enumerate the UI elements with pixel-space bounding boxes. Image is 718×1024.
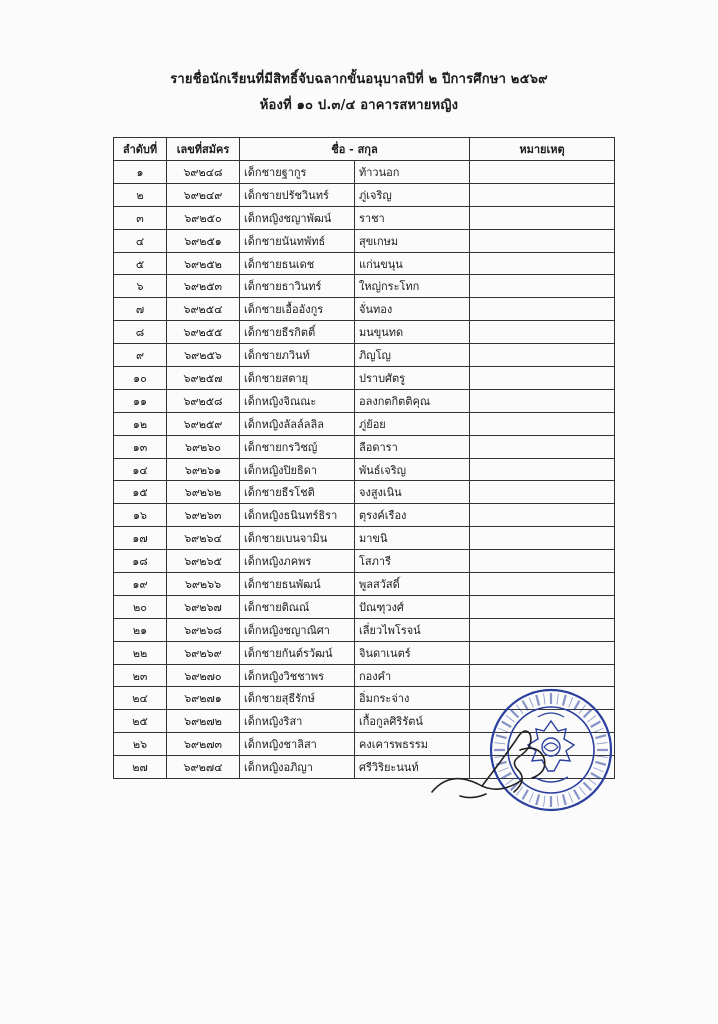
student-first-name: เด็กชายนันทพัทธ์ xyxy=(240,229,355,252)
application-number: ๖๙๒๔๘ xyxy=(167,161,240,184)
application-number: ๖๙๒๖๘ xyxy=(167,618,240,641)
application-number: ๖๙๒๔๙ xyxy=(167,183,240,206)
application-number: ๖๙๒๕๕ xyxy=(167,321,240,344)
remark-cell xyxy=(470,504,615,527)
remark-cell xyxy=(470,183,615,206)
remark-cell xyxy=(470,435,615,458)
application-number: ๖๙๒๖๑ xyxy=(167,458,240,481)
table-body xyxy=(114,161,615,779)
application-number: ๖๙๒๖๗ xyxy=(167,595,240,618)
student-first-name: เด็กชายธนเดช xyxy=(240,252,355,275)
row-number: ๒๔ xyxy=(114,687,167,710)
remark-cell xyxy=(470,252,615,275)
remark-cell xyxy=(470,573,615,596)
row-number: ๑ xyxy=(114,161,167,184)
row-number: ๗ xyxy=(114,298,167,321)
student-first-name: เด็กชายเบนจามิน xyxy=(240,527,355,550)
student-surname: ตุรงค์เรือง xyxy=(355,504,470,527)
table-row xyxy=(114,206,615,229)
student-surname: สุขเกษม xyxy=(355,229,470,252)
student-first-name: เด็กชายสุธีรักษ์ xyxy=(240,687,355,710)
student-surname: มนขุนทด xyxy=(355,321,470,344)
row-number: ๑๘ xyxy=(114,550,167,573)
application-number: ๖๙๒๗๓ xyxy=(167,733,240,756)
student-surname: ใหญ่กระโทก xyxy=(355,275,470,298)
student-surname: พูลสวัสดิ์ xyxy=(355,573,470,596)
table-row xyxy=(114,275,615,298)
remark-cell xyxy=(470,458,615,481)
remark-cell xyxy=(470,389,615,412)
table-row xyxy=(114,664,615,687)
student-surname: โสภารี xyxy=(355,550,470,573)
remark-cell xyxy=(470,618,615,641)
remark-cell xyxy=(470,367,615,390)
column-header-name: ชื่อ - สกุล xyxy=(240,138,470,161)
document-subtitle: ห้องที่ ๑๐ ป.๓/๔ อาคารสหายหญิง xyxy=(259,98,459,113)
table-header-row xyxy=(114,138,615,161)
application-number: ๖๙๒๕๗ xyxy=(167,367,240,390)
remark-cell xyxy=(470,550,615,573)
student-surname: อลงกตกิตติคุณ xyxy=(355,389,470,412)
application-number: ๖๙๒๕๘ xyxy=(167,389,240,412)
remark-cell xyxy=(470,481,615,504)
student-first-name: เด็กชายธีรโชติ xyxy=(240,481,355,504)
remark-cell xyxy=(470,298,615,321)
row-number: ๒๓ xyxy=(114,664,167,687)
student-first-name: เด็กหญิงธนินทร์ธิรา xyxy=(240,504,355,527)
row-number: ๒๖ xyxy=(114,733,167,756)
table-row xyxy=(114,252,615,275)
row-number: ๘ xyxy=(114,321,167,344)
row-number: ๒๒ xyxy=(114,641,167,664)
table-row xyxy=(114,412,615,435)
table-row xyxy=(114,573,615,596)
application-number: ๖๙๒๗๑ xyxy=(167,687,240,710)
row-number: ๑๕ xyxy=(114,481,167,504)
student-first-name: เด็กชายสตายุ xyxy=(240,367,355,390)
table-row xyxy=(114,458,615,481)
row-number: ๒๗ xyxy=(114,756,167,779)
remark-cell xyxy=(470,321,615,344)
student-first-name: เด็กหญิงชาลิสา xyxy=(240,733,355,756)
row-number: ๑๙ xyxy=(114,573,167,596)
handwritten-signature xyxy=(420,700,570,810)
application-number: ๖๙๒๕๖ xyxy=(167,344,240,367)
remark-cell xyxy=(470,161,615,184)
application-number: ๖๙๒๗๒ xyxy=(167,710,240,733)
row-number: ๑๑ xyxy=(114,389,167,412)
student-first-name: เด็กชายธาวินทร์ xyxy=(240,275,355,298)
row-number: ๔ xyxy=(114,229,167,252)
student-surname: ศรีวิริยะนนท์ xyxy=(355,756,470,779)
document-title: รายชื่อนักเรียนที่มีสิทธิ์จับฉลากขั้นอนุบาลปีที่ ๒ ปีการศึกษา ๒๕๖๙ xyxy=(170,72,548,87)
remark-cell xyxy=(470,641,615,664)
application-number: ๖๙๒๕๐ xyxy=(167,206,240,229)
student-surname: จงสูงเนิน xyxy=(355,481,470,504)
row-number: ๒๐ xyxy=(114,595,167,618)
student-surname: เกื้อกูลศิริรัตน์ xyxy=(355,710,470,733)
row-number: ๑๔ xyxy=(114,458,167,481)
table-row xyxy=(114,161,615,184)
student-first-name: เด็กหญิงอภิญา xyxy=(240,756,355,779)
application-number: ๖๙๒๖๕ xyxy=(167,550,240,573)
table-row xyxy=(114,298,615,321)
row-number: ๑๒ xyxy=(114,412,167,435)
student-first-name: เด็กชายกรวิชญ์ xyxy=(240,435,355,458)
table-row xyxy=(114,527,615,550)
student-surname: อิ่มกระจ่าง xyxy=(355,687,470,710)
row-number: ๕ xyxy=(114,252,167,275)
student-first-name: เด็กหญิงจิณณะ xyxy=(240,389,355,412)
application-number: ๖๙๒๕๒ xyxy=(167,252,240,275)
student-first-name: เด็กหญิงชญาพัฒน์ xyxy=(240,206,355,229)
student-surname: ท้าวนอก xyxy=(355,161,470,184)
row-number: ๙ xyxy=(114,344,167,367)
column-header-application-id: เลขที่สมัคร xyxy=(167,138,240,161)
row-number: ๓ xyxy=(114,206,167,229)
remark-cell xyxy=(470,206,615,229)
row-number: ๑๖ xyxy=(114,504,167,527)
table-row xyxy=(114,367,615,390)
student-first-name: เด็กหญิงภคพร xyxy=(240,550,355,573)
student-surname: ภู่เจริญ xyxy=(355,183,470,206)
application-number: ๖๙๒๖๔ xyxy=(167,527,240,550)
row-number: ๒๕ xyxy=(114,710,167,733)
student-first-name: เด็กหญิงลัลล์ลลิล xyxy=(240,412,355,435)
application-number: ๖๙๒๖๐ xyxy=(167,435,240,458)
application-number: ๖๙๒๖๖ xyxy=(167,573,240,596)
student-roster-table xyxy=(113,137,615,779)
student-surname: กองคำ xyxy=(355,664,470,687)
application-number: ๖๙๒๖๒ xyxy=(167,481,240,504)
student-surname: เลี่ยวไพโรจน์ xyxy=(355,618,470,641)
column-header-no: ลำดับที่ xyxy=(114,138,167,161)
row-number: ๑๐ xyxy=(114,367,167,390)
student-first-name: เด็กชายปรัชวินทร์ xyxy=(240,183,355,206)
student-first-name: เด็กหญิงวิชชาพร xyxy=(240,664,355,687)
remark-cell xyxy=(470,664,615,687)
student-first-name: เด็กชายกันต์รวัฒน์ xyxy=(240,641,355,664)
student-first-name: เด็กชายธนพัฒน์ xyxy=(240,573,355,596)
row-number: ๑๗ xyxy=(114,527,167,550)
table-row xyxy=(114,435,615,458)
student-first-name: เด็กหญิงริสา xyxy=(240,710,355,733)
remark-cell xyxy=(470,275,615,298)
row-number: ๒ xyxy=(114,183,167,206)
student-surname: จินดาเนตร์ xyxy=(355,641,470,664)
table-row xyxy=(114,481,615,504)
table-row xyxy=(114,550,615,573)
table-row xyxy=(114,595,615,618)
table-row xyxy=(114,344,615,367)
student-first-name: เด็กชายฐากูร xyxy=(240,161,355,184)
table-row xyxy=(114,504,615,527)
column-header-note: หมายเหตุ xyxy=(470,138,615,161)
student-surname: พันธ์เจริญ xyxy=(355,458,470,481)
table-row xyxy=(114,641,615,664)
application-number: ๖๙๒๕๓ xyxy=(167,275,240,298)
table-row xyxy=(114,321,615,344)
remark-cell xyxy=(470,412,615,435)
student-first-name: เด็กชายเอื้ออังกูร xyxy=(240,298,355,321)
student-surname: ภู่ย้อย xyxy=(355,412,470,435)
application-number: ๖๙๒๕๔ xyxy=(167,298,240,321)
application-number: ๖๙๒๗๔ xyxy=(167,756,240,779)
student-surname: ราชา xyxy=(355,206,470,229)
application-number: ๖๙๒๖๙ xyxy=(167,641,240,664)
remark-cell xyxy=(470,229,615,252)
student-surname: ภิญโญ xyxy=(355,344,470,367)
application-number: ๖๙๒๖๓ xyxy=(167,504,240,527)
row-number: ๑๓ xyxy=(114,435,167,458)
student-first-name: เด็กชายภวินท์ xyxy=(240,344,355,367)
table-row xyxy=(114,229,615,252)
remark-cell xyxy=(470,344,615,367)
student-first-name: เด็กชายธีรกิตติ์ xyxy=(240,321,355,344)
row-number: ๒๑ xyxy=(114,618,167,641)
row-number: ๖ xyxy=(114,275,167,298)
student-surname: ปราบศัตรู xyxy=(355,367,470,390)
student-surname: จั่นทอง xyxy=(355,298,470,321)
remark-cell xyxy=(470,595,615,618)
table-row xyxy=(114,389,615,412)
student-surname: คงเคารพธรรม xyxy=(355,733,470,756)
student-first-name: เด็กหญิงปิยธิดา xyxy=(240,458,355,481)
table-row xyxy=(114,618,615,641)
application-number: ๖๙๒๕๙ xyxy=(167,412,240,435)
student-surname: ปัณฑุวงศ์ xyxy=(355,595,470,618)
remark-cell xyxy=(470,527,615,550)
student-first-name: เด็กหญิงชญาณิศา xyxy=(240,618,355,641)
application-number: ๖๙๒๕๑ xyxy=(167,229,240,252)
student-surname: ลือดารา xyxy=(355,435,470,458)
student-surname: มาขนิ xyxy=(355,527,470,550)
student-first-name: เด็กชายติณณ์ xyxy=(240,595,355,618)
table-row xyxy=(114,183,615,206)
student-surname: แก่นขนุน xyxy=(355,252,470,275)
application-number: ๖๙๒๗๐ xyxy=(167,664,240,687)
